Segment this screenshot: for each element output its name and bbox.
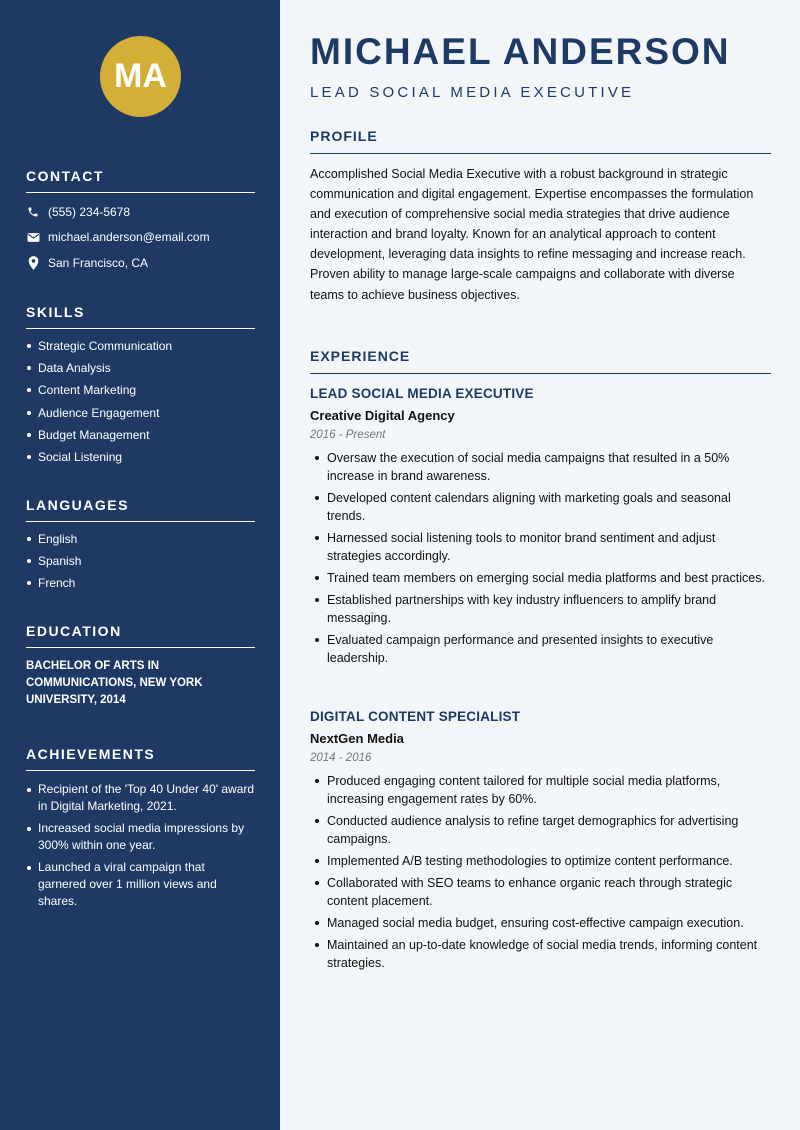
job-entry: [310, 386, 771, 671]
job-entry: [310, 709, 771, 976]
education-section: [26, 623, 255, 709]
skill-item: Data Analysis: [26, 361, 255, 375]
job-dates: 2014 - 2016: [310, 752, 372, 764]
location-text: San Francisco, CA: [48, 255, 149, 270]
contact-heading: CONTACT: [26, 168, 255, 193]
skill-item: Audience Engagement: [26, 406, 255, 420]
profile-heading: PROFILE: [310, 128, 771, 154]
job-bullet: Managed social media budget, ensuring cost-effective campaign execution.: [327, 914, 771, 932]
job-bullet: Harnessed social listening tools to monitor brand sentiment and adjust strategies accordingly.: [327, 529, 771, 565]
candidate-title: LEAD SOCIAL MEDIA EXECUTIVE: [310, 84, 635, 101]
skills-heading: SKILLS: [26, 304, 255, 329]
job-bullet: Implemented A/B testing methodologies to optimize content performance.: [327, 852, 771, 870]
languages-heading: LANGUAGES: [26, 497, 255, 522]
skill-item: Content Marketing: [26, 383, 255, 397]
email-icon: [26, 230, 40, 244]
job-bullet: Evaluated campaign performance and presented insights to executive leadership.: [327, 631, 771, 667]
achievement-item: Recipient of the 'Top 40 Under 40' award in Digital Marketing, 2021.: [26, 781, 255, 815]
languages-list: [26, 532, 255, 590]
candidate-name: MICHAEL ANDERSON: [310, 31, 731, 72]
education-heading: EDUCATION: [26, 623, 255, 648]
location-pin-icon: [26, 256, 40, 270]
achievements-section: [26, 746, 255, 915]
job-bullet: Collaborated with SEO teams to enhance organic reach through strategic content placement.: [327, 874, 771, 910]
contact-email: [26, 225, 255, 251]
sidebar: [0, 0, 280, 1130]
phone-text: (555) 234-5678: [48, 204, 131, 219]
job-bullet: Established partnerships with key industry influencers to amplify brand messaging.: [327, 591, 771, 627]
education-degree: BACHELOR OF ARTS IN COMMUNICATIONS, NEW YORK UNIVERSITY, 2014: [26, 660, 203, 706]
job-bullet: Conducted audience analysis to refine target demographics for advertising campaigns.: [327, 812, 771, 848]
avatar: MA: [100, 36, 181, 117]
job-bullets: [310, 772, 771, 972]
job-bullet: Maintained an up-to-date knowledge of social media trends, informing content strategies.: [327, 936, 771, 972]
skills-section: [26, 304, 255, 472]
achievements-list: [26, 781, 255, 910]
skill-item: Budget Management: [26, 428, 255, 442]
contact-section: [26, 168, 255, 276]
job-bullets: [310, 449, 771, 667]
job-company: NextGen Media: [310, 731, 404, 746]
experience-heading: EXPERIENCE: [310, 348, 771, 374]
job-bullet: Oversaw the execution of social media campaigns that resulted in a 50% increase in brand awareness.: [327, 449, 771, 485]
job-title: LEAD SOCIAL MEDIA EXECUTIVE: [310, 386, 534, 401]
achievement-item: Increased social media impressions by 300% within one year.: [26, 820, 255, 854]
job-company: Creative Digital Agency: [310, 408, 455, 423]
language-item: English: [26, 532, 255, 546]
profile-text: Accomplished Social Media Executive with a robust background in strategic communication and digital engagement. Expertise encompasses the formulation and execution of comprehensive social media strategies that drive audience interaction and brand loyalty. Known for an analytical approach to content development, leveraging data insights to refine messaging and increase reach. Proven ability to manage large-scale campaigns and collaborate with diverse teams to achieve business objectives.: [310, 167, 754, 302]
email-text: michael.anderson@email.com: [48, 230, 210, 245]
achievements-heading: ACHIEVEMENTS: [26, 746, 255, 771]
skills-list: [26, 339, 255, 464]
languages-section: [26, 497, 255, 599]
skill-item: Strategic Communication: [26, 339, 255, 353]
contact-location: [26, 250, 255, 276]
achievement-item: Launched a viral campaign that garnered over 1 million views and shares.: [26, 859, 255, 910]
job-title: DIGITAL CONTENT SPECIALIST: [310, 709, 521, 724]
language-item: French: [26, 576, 255, 590]
job-bullet: Developed content calendars aligning with marketing goals and seasonal trends.: [327, 489, 771, 525]
job-bullet: Produced engaging content tailored for multiple social media platforms, increasing engagement rates by 60%.: [327, 772, 771, 808]
contact-phone: [26, 199, 255, 225]
skill-item: Social Listening: [26, 450, 255, 464]
job-dates: 2016 - Present: [310, 429, 386, 441]
language-item: Spanish: [26, 554, 255, 568]
phone-icon: [26, 205, 40, 219]
job-bullet: Trained team members on emerging social media platforms and best practices.: [327, 569, 771, 587]
